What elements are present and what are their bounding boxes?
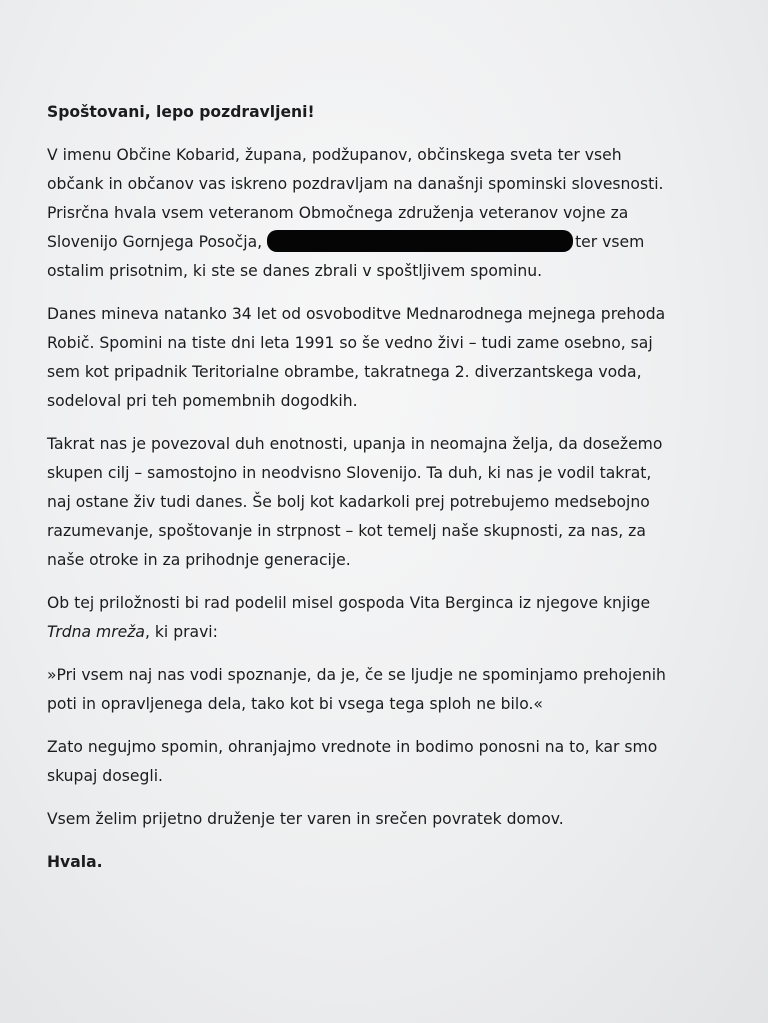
book-title: Trdna mreža [47, 623, 145, 641]
text-line: naše otroke in za prihodnje generacije. [47, 551, 351, 569]
text-line: sodeloval pri teh pomembnih dogodkih. [47, 392, 358, 410]
letter-body [47, 98, 759, 891]
paragraph-unity [47, 430, 759, 575]
redaction-bar [267, 230, 573, 252]
text-line: Prisrčna hvala vsem veteranom Območnega združenja veteranov vojne za [47, 204, 629, 222]
closing: Hvala. [47, 853, 103, 871]
paragraph-wishes: Vsem želim prijetno druženje ter varen in srečen povratek domov. [47, 810, 564, 828]
paragraph-anniversary [47, 300, 759, 416]
text-line: skupaj dosegli. [47, 767, 163, 785]
text-line: Danes mineva natanko 34 let od osvoboditve Mednarodnega mejnega prehoda [47, 305, 666, 323]
paragraph-quote [47, 661, 759, 719]
text-fragment: , ki pravi: [144, 623, 218, 641]
text-fragment: ter vsem [575, 233, 645, 251]
text-line: Robič. Spomini na tiste dni leta 1991 so še vedno živi – tudi zame osebno, saj [47, 334, 653, 352]
paragraph-citation-intro [47, 589, 759, 647]
text-line: poti in opravljenega dela, tako kot bi vsega tega sploh ne bilo.« [47, 695, 543, 713]
text-line: skupen cilj – samostojno in neodvisno Slovenijo. Ta duh, ki nas je vodil takrat, [47, 464, 652, 482]
text-line: V imenu Občine Kobarid, župana, podžupanov, občinskega sveta ter vseh [47, 146, 622, 164]
text-fragment: Slovenijo Gornjega Posočja, [47, 233, 263, 251]
text-line: razumevanje, spoštovanje in strpnost – kot temelj naše skupnosti, za nas, za [47, 522, 646, 540]
text-line: ostalim prisotnim, ki ste se danes zbrali v spoštljivem spominu. [47, 262, 543, 280]
text-line: Takrat nas je povezoval duh enotnosti, upanja in neomajna želja, da dosežemo [47, 435, 663, 453]
text-line [47, 618, 759, 647]
text-line: občank in občanov vas iskreno pozdravljam na današnji spominski slovesnosti. [47, 175, 664, 193]
text-line: Zato negujmo spomin, ohranjajmo vrednote in bodimo ponosni na to, kar smo [47, 738, 658, 756]
text-line-with-redaction [47, 228, 759, 257]
text-line: naj ostane živ tudi danes. Še bolj kot kadarkoli prej potrebujemo medsebojno [47, 493, 650, 511]
paragraph-welcome [47, 141, 759, 286]
greeting: Spoštovani, lepo pozdravljeni! [47, 103, 315, 121]
text-line: sem kot pripadnik Teritorialne obrambe, takratnega 2. diverzantskega voda, [47, 363, 642, 381]
text-line: »Pri vsem naj nas vodi spoznanje, da je, če se ljudje ne spominjamo prehojenih [47, 666, 666, 684]
text-line: Ob tej priložnosti bi rad podelil misel gospoda Vita Berginca iz njegove knjige [47, 594, 651, 612]
paragraph-memory [47, 733, 759, 791]
